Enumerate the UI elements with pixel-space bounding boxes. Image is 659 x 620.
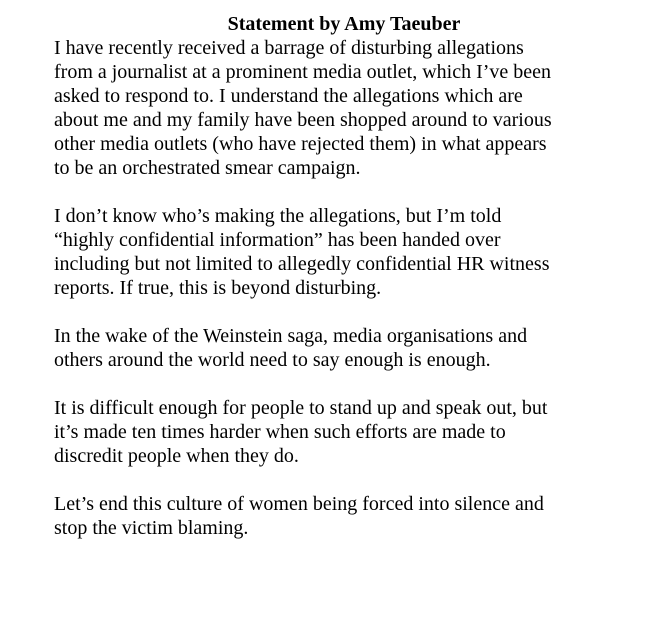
paragraph-line: In the wake of the Weinstein saga, media organisations and xyxy=(54,325,528,347)
paragraph-line: from a journalist at a prominent media outlet, which I’ve been xyxy=(54,61,552,83)
paragraph-line: “highly confidential information” has been handed over xyxy=(54,229,501,251)
paragraph-line: to be an orchestrated smear campaign. xyxy=(54,157,361,179)
paragraph-line: others around the world need to say enough is enough. xyxy=(54,349,491,371)
paragraph-allegations xyxy=(54,36,634,180)
paragraph-line: stop the victim blaming. xyxy=(54,517,249,539)
paragraph-weinstein xyxy=(54,324,634,372)
paragraph-line: I don’t know who’s making the allegations, but I’m told xyxy=(54,205,502,227)
paragraph-line: I have recently received a barrage of disturbing allegations xyxy=(54,37,524,59)
paragraph-line: including but not limited to allegedly confidential HR witness xyxy=(54,253,550,275)
paragraph-confidential-info xyxy=(54,204,634,300)
paragraph-line: asked to respond to. I understand the allegations which are xyxy=(54,85,523,107)
paragraph-line: reports. If true, this is beyond disturbing. xyxy=(54,277,382,299)
statement-document xyxy=(54,12,634,540)
paragraph-line: about me and my family have been shopped around to various xyxy=(54,109,552,131)
paragraph-line: Let’s end this culture of women being forced into silence and xyxy=(54,493,544,515)
paragraph-speak-out xyxy=(54,396,634,468)
paragraph-line: discredit people when they do. xyxy=(54,445,299,467)
paragraph-line: it’s made ten times harder when such efforts are made to xyxy=(54,421,506,443)
paragraph-line: It is difficult enough for people to stand up and speak out, but xyxy=(54,397,548,419)
paragraph-line: other media outlets (who have rejected them) in what appears xyxy=(54,133,547,155)
paragraph-end-culture xyxy=(54,492,634,540)
statement-title: Statement by Amy Taeuber xyxy=(227,13,461,35)
